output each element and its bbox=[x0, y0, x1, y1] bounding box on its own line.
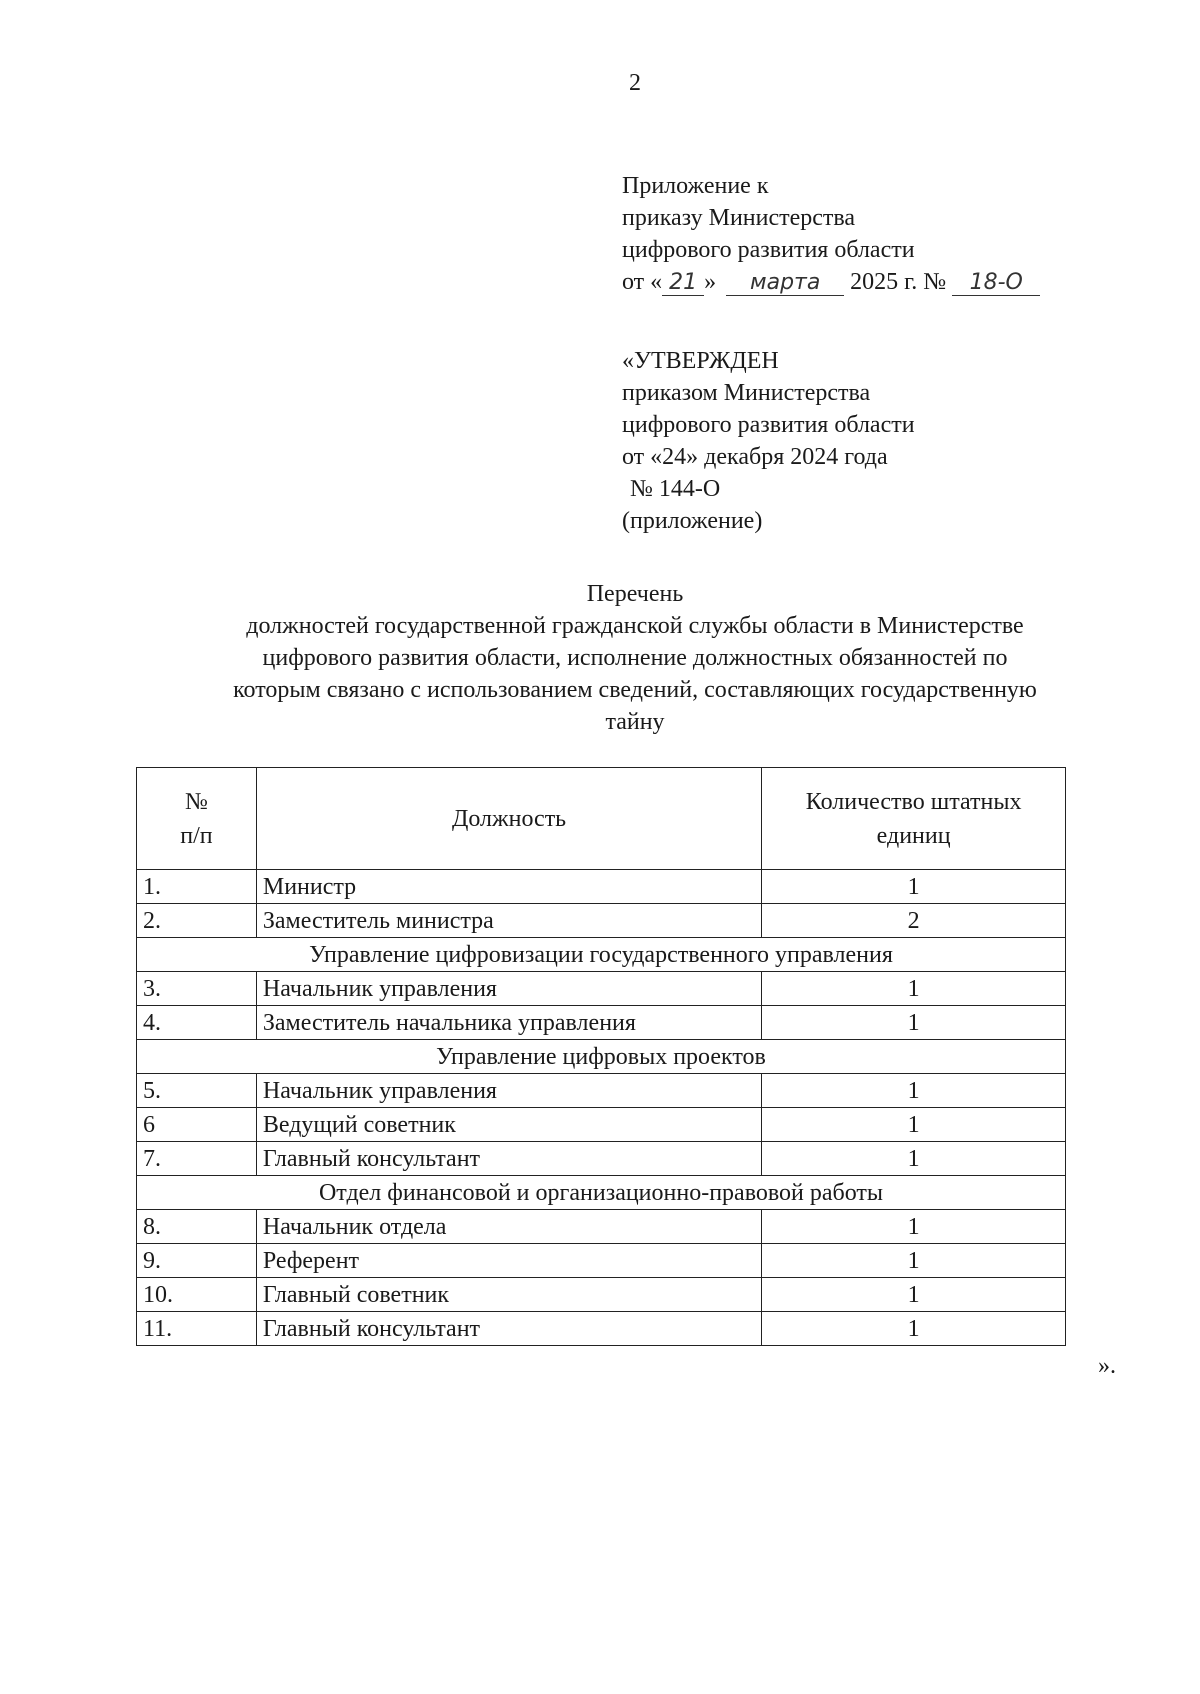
table-row bbox=[137, 1108, 1066, 1142]
row-count: 1 bbox=[762, 1278, 1066, 1312]
date-prefix: от « bbox=[622, 269, 663, 295]
table-row bbox=[137, 1142, 1066, 1176]
row-position: Главный советник bbox=[256, 1278, 761, 1312]
row-position: Ведущий советник bbox=[256, 1108, 761, 1142]
handwritten-month: марта bbox=[726, 271, 844, 296]
row-number: 6 bbox=[137, 1108, 257, 1142]
row-count: 1 bbox=[762, 1006, 1066, 1040]
row-number: 8. bbox=[137, 1210, 257, 1244]
table-row bbox=[137, 904, 1066, 938]
title-heading: Перечень bbox=[586, 581, 684, 607]
row-count: 1 bbox=[762, 1074, 1066, 1108]
table-section-row bbox=[137, 1040, 1066, 1074]
row-count: 1 bbox=[762, 1210, 1066, 1244]
approved-line-4: от «24» декабря 2024 года bbox=[622, 444, 888, 470]
header-count bbox=[762, 768, 1066, 870]
section-title: Управление цифровых проектов bbox=[137, 1040, 1066, 1074]
table-header-row bbox=[137, 768, 1066, 870]
approved-line-3: цифрового развития области bbox=[622, 412, 915, 438]
approved-line-1: «УТВЕРЖДЕН bbox=[622, 348, 779, 374]
row-number: 1. bbox=[137, 870, 257, 904]
title-line-3: которым связано с использованием сведений, составляющих государственную bbox=[233, 677, 1037, 703]
document-title bbox=[150, 578, 1120, 738]
table-row bbox=[137, 972, 1066, 1006]
row-count: 1 bbox=[762, 1244, 1066, 1278]
approved-block bbox=[622, 345, 915, 537]
row-position: Главный консультант bbox=[256, 1142, 761, 1176]
appendix-line-1: Приложение к bbox=[622, 173, 769, 199]
header-count-line-2: единиц bbox=[876, 822, 951, 849]
handwritten-order-number: 18-О bbox=[952, 271, 1040, 296]
appendix-block bbox=[622, 170, 1040, 298]
row-count: 1 bbox=[762, 972, 1066, 1006]
approved-line-6: (приложение) bbox=[622, 508, 763, 534]
row-position: Главный консультант bbox=[256, 1312, 761, 1346]
row-position: Начальник отдела bbox=[256, 1210, 761, 1244]
appendix-line-2: приказу Министерства bbox=[622, 205, 856, 231]
date-close: » bbox=[704, 269, 717, 295]
row-position: Начальник управления bbox=[256, 1074, 761, 1108]
table-row bbox=[137, 1278, 1066, 1312]
header-num bbox=[137, 768, 257, 870]
row-number: 9. bbox=[137, 1244, 257, 1278]
row-number: 3. bbox=[137, 972, 257, 1006]
table-row bbox=[137, 1006, 1066, 1040]
row-number: 7. bbox=[137, 1142, 257, 1176]
table-row bbox=[137, 1074, 1066, 1108]
title-line-2: цифрового развития области, исполнение должностных обязанностей по bbox=[262, 645, 1008, 671]
page-number: 2 bbox=[629, 70, 641, 96]
header-num-symbol: № bbox=[184, 788, 208, 815]
section-title: Управление цифровизации государственного управления bbox=[137, 938, 1066, 972]
row-position: Референт bbox=[256, 1244, 761, 1278]
row-number: 2. bbox=[137, 904, 257, 938]
table-section-row bbox=[137, 938, 1066, 972]
row-position: Начальник управления bbox=[256, 972, 761, 1006]
section-title: Отдел финансовой и организационно-правовой работы bbox=[137, 1176, 1066, 1210]
row-count: 1 bbox=[762, 1312, 1066, 1346]
row-count: 2 bbox=[762, 904, 1066, 938]
approved-line-2: приказом Министерства bbox=[622, 380, 871, 406]
row-count: 1 bbox=[762, 1108, 1066, 1142]
title-line-4: тайну bbox=[605, 709, 665, 735]
row-position: Министр bbox=[256, 870, 761, 904]
header-count-line-1: Количество штатных bbox=[805, 788, 1022, 815]
positions-table bbox=[136, 767, 1066, 1346]
approved-line-5: № 144-О bbox=[630, 476, 721, 502]
handwritten-day: 21 bbox=[662, 271, 704, 296]
title-line-1: должностей государственной гражданской службы области в Министерстве bbox=[246, 613, 1024, 639]
appendix-line-3: цифрового развития области bbox=[622, 237, 915, 263]
date-year: 2025 г. № bbox=[850, 269, 947, 295]
table-row bbox=[137, 1312, 1066, 1346]
closing-quote-mark: ». bbox=[1098, 1353, 1116, 1379]
row-number: 5. bbox=[137, 1074, 257, 1108]
row-position: Заместитель начальника управления bbox=[256, 1006, 761, 1040]
table-row bbox=[137, 1210, 1066, 1244]
table-row bbox=[137, 870, 1066, 904]
header-num-label: п/п bbox=[180, 822, 213, 849]
appendix-date-line bbox=[622, 266, 1040, 298]
row-count: 1 bbox=[762, 870, 1066, 904]
header-position: Должность bbox=[256, 768, 761, 870]
row-number: 10. bbox=[137, 1278, 257, 1312]
row-position: Заместитель министра bbox=[256, 904, 761, 938]
row-count: 1 bbox=[762, 1142, 1066, 1176]
table-section-row bbox=[137, 1176, 1066, 1210]
row-number: 4. bbox=[137, 1006, 257, 1040]
row-number: 11. bbox=[137, 1312, 257, 1346]
table-body bbox=[137, 870, 1066, 1346]
table-row bbox=[137, 1244, 1066, 1278]
